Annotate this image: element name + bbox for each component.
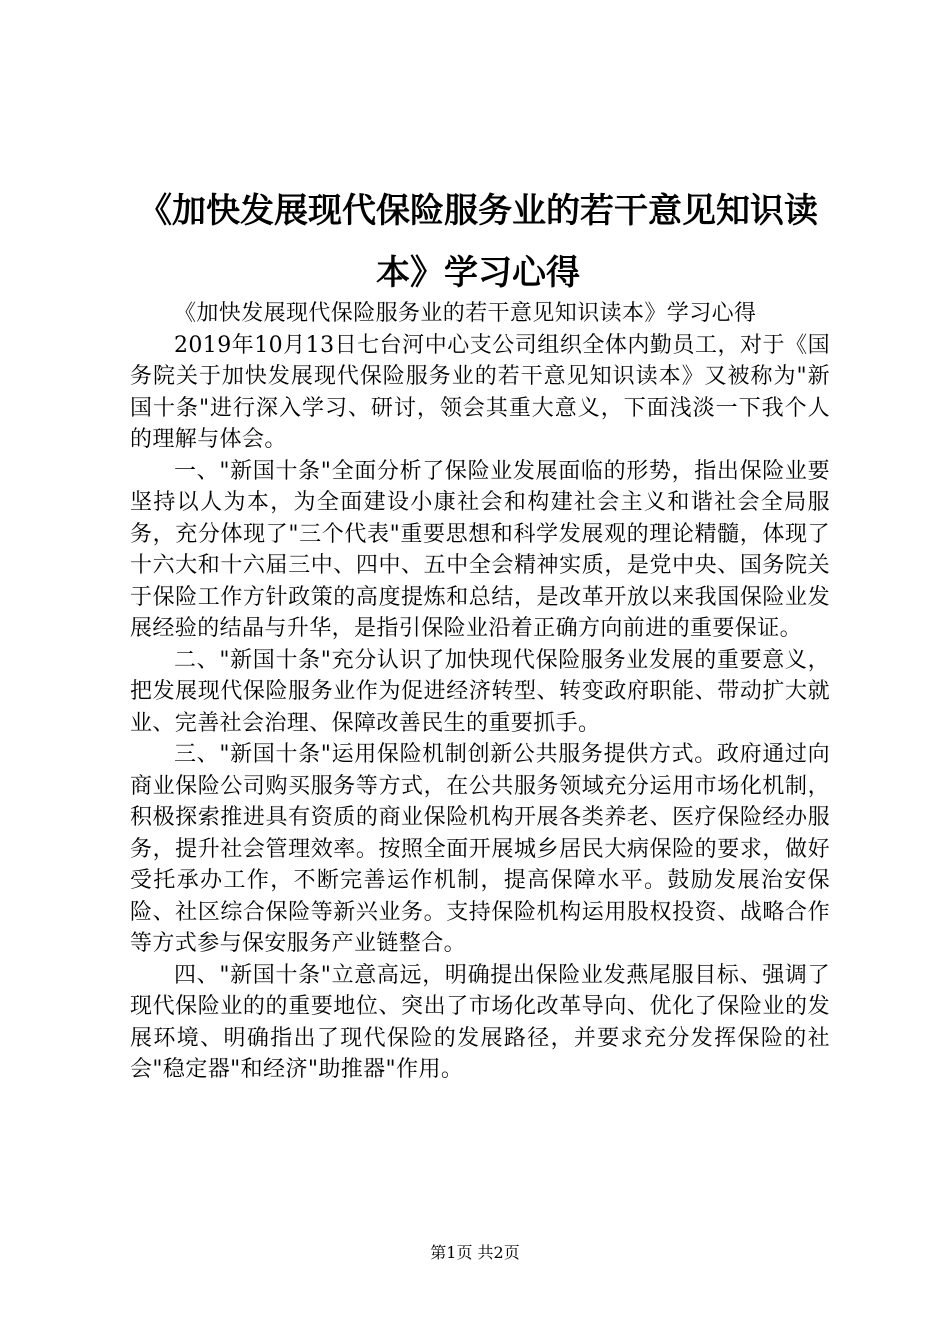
paragraph-intro: 2019年10月13日七台河中心支公司组织全体内勤员工，对于《国务院关于加快发展现代保险服务业的若干意见知识读本》又被称为"新国十条"进行深入学习、研讨，领会其重大意义，下面浅淡一下我个人的理解与体会。 <box>130 332 830 452</box>
page-number-footer: 第1页 共2页 <box>430 1243 520 1262</box>
paragraph-point-3: 三、"新国十条"运用保险机制创新公共服务提供方式。政府通过向商业保险公司购买服务等方式，在公共服务领域充分运用市场化机制，积极探索推进具有资质的商业保险机构开展各类养老、医疗保险经办服务，提升社会管理效率。按照全面开展城乡居民大病保险的要求，做好受托承办工作，不断完善运作机制，提高保障水平。鼓励发展治安保险、社区综合保险等新兴业务。支持保险机构运用股权投资、战略合作等方式参与保安服务产业链整合。 <box>130 742 830 956</box>
paragraph-subtitle: 《加快发展现代保险服务业的若干意见知识读本》学习心得 <box>174 301 757 326</box>
paragraph-point-2: 二、"新国十条"充分认识了加快现代保险服务业发展的重要意义，把发展现代保险服务业作为促进经济转型、转变政府职能、带动扩大就业、完善社会治理、保障改善民生的重要抓手。 <box>130 647 830 736</box>
paragraph-point-1: 一、"新国十条"全面分析了保险业发展面临的形势，指出保险业要坚持以人为本，为全面建设小康社会和构建社会主义和谐社会全局服务，充分体现了"三个代表"重要思想和科学发展观的理论精髓，体现了十六大和十六届三中、四中、五中全会精神实质，是党中央、国务院关于保险工作方针政策的高度提炼和总结，是改革开放以来我国保险业发展经验的结晶与升华，是指引保险业沿着正确方向前进的重要保证。 <box>130 458 830 641</box>
paragraph-point-4: 四、"新国十条"立意高远，明确提出保险业发燕尾服目标、强调了现代保险业的的重要地位、突出了市场化改革导向、优化了保险业的发展环境、明确指出了现代保险的发展路径，并要求充分发挥保险的社会"稳定器"和经济"助推器"作用。 <box>130 962 830 1082</box>
document-body <box>130 298 830 1086</box>
document-title: 《加快发展现代保险服务业的若干意见知识读本》学习心得 <box>138 191 818 293</box>
